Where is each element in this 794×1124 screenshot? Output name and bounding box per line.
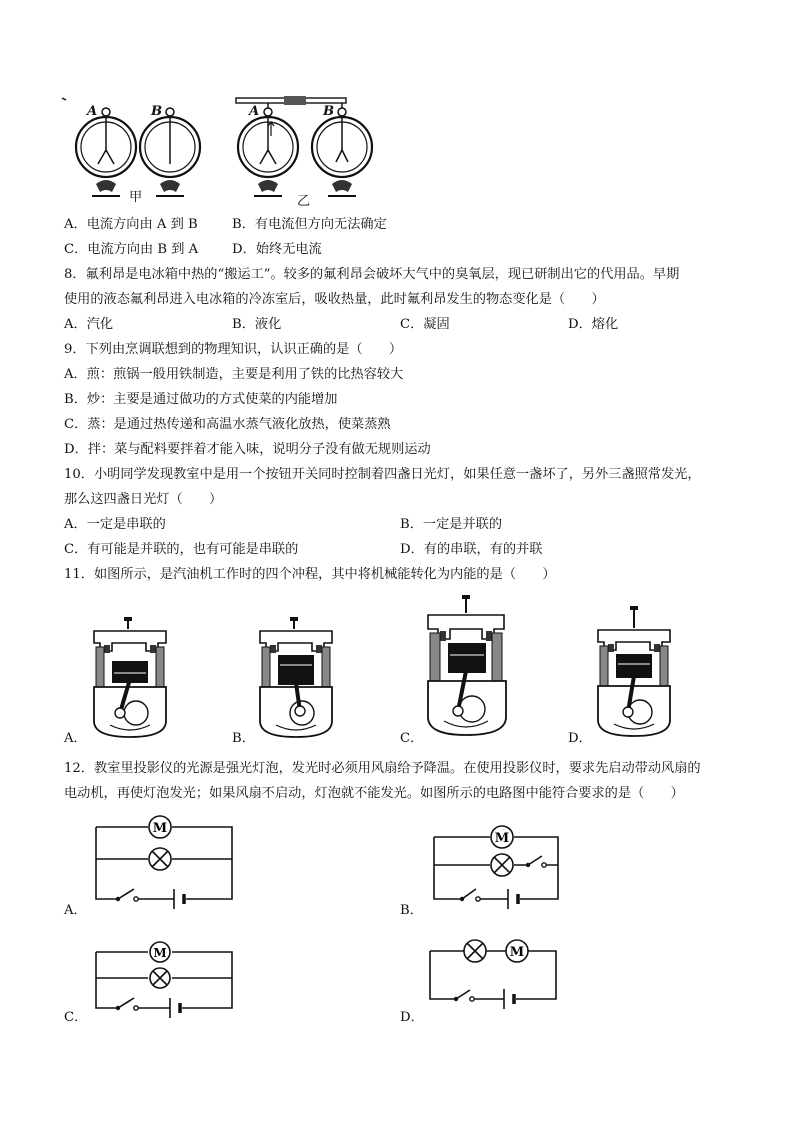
q9-option-b: B．炒：主要是通过做功的方式使菜的内能增加 [64,392,338,407]
electroscope-label-b2: B [323,104,335,119]
q12-stem-line1: 12．教室里投影仪的光源是强光灯泡，发光时必须用风扇给予降温。在使用投影仪时，要求先启动带动风扇的 [64,761,701,776]
q8-option-c: C．凝固 [400,317,450,332]
electroscope-label-a2: A [249,104,260,119]
svg-text:M: M [152,821,168,836]
q11-option-b: B． [232,731,255,746]
svg-text:M: M [494,831,510,846]
figure-caption-jia: 甲 [129,190,143,205]
q12-option-d: D． [400,1010,424,1025]
engine-stroke-c [424,595,514,739]
q10-option-d: D．有的串联，有的并联 [400,542,543,557]
q8-stem-line1: 8．氟利昂是电冰箱中热的“搬运工”。较多的氟利昂会破坏大气中的臭氧层，现已研制出它的代用品。早期 [64,267,680,282]
q7-option-b: B．有电流但方向无法确定 [232,217,387,232]
q12-stem-line2: 电动机，再使灯泡发光；如果风扇不启动，灯泡就不能发光。如图所示的电路图中能符合要求的是（ ） [64,786,684,801]
engine-stroke-a [90,617,174,739]
electroscope-jia-a [76,108,136,196]
svg-text:M: M [509,945,525,960]
q9-stem: 9．下列由烹调联想到的物理知识，认识正确的是（ ） [64,342,403,357]
q8-option-a: A．汽化 [64,317,114,332]
q8-option-b: B．液化 [232,317,282,332]
q10-stem-line1: 10．小明同学发现教室中是用一个按钮开关同时控制着四盏日光灯，如果任意一盏坏了，另外三盏照常发光， [64,467,701,482]
q9-option-d: D．拌：菜与配料要拌着才能入味，说明分子没有做无规则运动 [64,442,431,457]
q7-option-c: C．电流方向由 B 到 A [64,242,199,257]
q9-option-a: A．煎：煎锅一般用铁制造，主要是利用了铁的比热容较大 [64,367,404,382]
engine-stroke-b [256,617,340,739]
electroscope-jia-b [140,108,200,196]
figure-caption-yi: 乙 [297,194,311,209]
q11-stem: 11．如图所示，是汽油机工作时的四个冲程，其中将机械能转化为内能的是（ ） [64,567,556,582]
engine-stroke-d [594,606,678,740]
q12-option-a: A． [64,903,87,918]
q11-option-a: A． [64,731,87,746]
q10-option-c: C．有可能是并联的，也有可能是串联的 [64,542,299,557]
q10-option-a: A．一定是串联的 [64,517,166,532]
q8-option-d: D．熔化 [568,317,619,332]
q11-option-c: C． [400,731,424,746]
q8-stem-line2: 使用的液态氟利昂进入电冰箱的冷冻室后，吸收热量，此时氟利昂发生的物态变化是（ ） [64,292,605,307]
circuit-b [428,825,578,915]
electroscope-yi-a [238,103,298,196]
electroscope-figure [58,92,388,210]
electroscope-yi-b [312,103,372,196]
q12-option-c: C． [64,1010,88,1025]
circuit-c [90,938,240,1028]
q7-option-d: D．始终无电流 [232,242,322,257]
q11-option-d: D． [568,731,592,746]
q10-option-b: B．一定是并联的 [400,517,503,532]
q12-option-b: B． [400,903,423,918]
q9-option-c: C．蒸：是通过热传递和高温水蒸气液化放热，使菜蒸熟 [64,417,391,432]
circuit-d [426,935,566,1015]
svg-text:M: M [153,946,167,960]
q7-option-a: A．电流方向由 A 到 B [64,217,198,232]
q10-stem-line2: 那么这四盏日光灯（ ） [64,492,223,507]
electroscope-label-b1: B [151,104,163,119]
circuit-a [90,815,240,915]
electroscope-label-a1: A [87,104,98,119]
